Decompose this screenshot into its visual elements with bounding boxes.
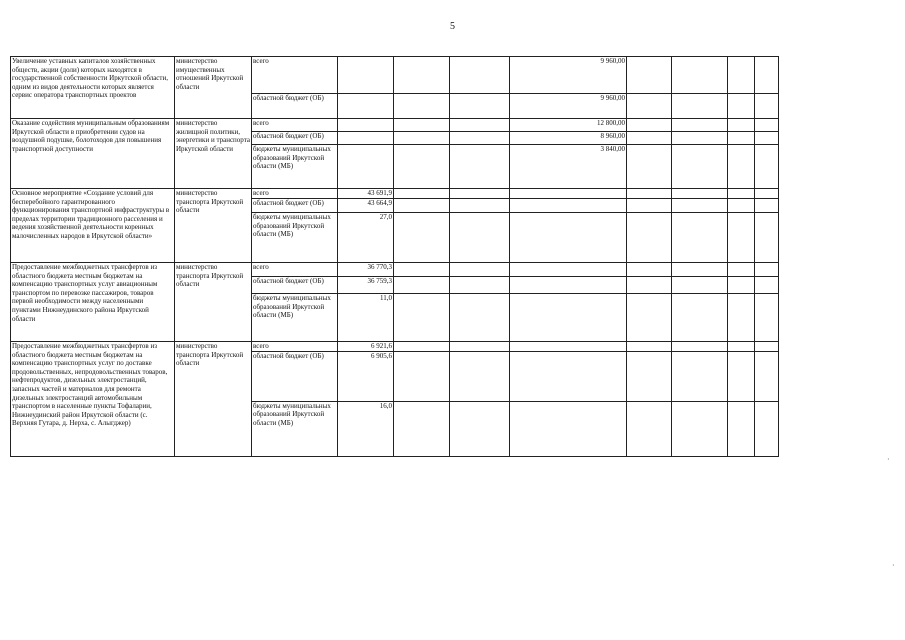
scan-speck: ·: [892, 561, 895, 570]
value-cell: [338, 145, 394, 189]
value-cell: 6 905,6: [338, 351, 394, 401]
empty-cell: [728, 401, 755, 456]
source-cell: бюджеты муниципальных образований Иркутской области (МБ): [252, 213, 338, 263]
value-cell: 36 770,3: [338, 263, 394, 277]
empty-cell: [672, 294, 728, 342]
value-cell: [510, 277, 627, 294]
scan-speck: ·: [887, 455, 890, 464]
empty-cell: [755, 119, 779, 132]
empty-cell: [627, 351, 672, 401]
value-cell: 16,0: [338, 401, 394, 456]
empty-cell: [728, 119, 755, 132]
value-cell: 43 664,9: [338, 199, 394, 213]
empty-cell: [755, 199, 779, 213]
value-cell: 6 921,6: [338, 342, 394, 352]
empty-cell: [627, 94, 672, 119]
empty-cell: [728, 342, 755, 352]
value-cell: [450, 57, 510, 94]
value-cell: [394, 277, 450, 294]
empty-cell: [755, 351, 779, 401]
value-cell: [450, 132, 510, 145]
empty-cell: [755, 342, 779, 352]
value-cell: [394, 94, 450, 119]
source-cell: всего: [252, 342, 338, 352]
empty-cell: [627, 145, 672, 189]
source-cell: всего: [252, 119, 338, 132]
empty-cell: [728, 132, 755, 145]
empty-cell: [627, 199, 672, 213]
source-cell: областной бюджет (ОБ): [252, 94, 338, 119]
value-cell: [338, 119, 394, 132]
empty-cell: [728, 213, 755, 263]
value-cell: [450, 263, 510, 277]
source-cell: областной бюджет (ОБ): [252, 199, 338, 213]
value-cell: 27,0: [338, 213, 394, 263]
empty-cell: [627, 189, 672, 199]
empty-cell: [627, 263, 672, 277]
value-cell: [394, 145, 450, 189]
empty-cell: [755, 277, 779, 294]
event-cell: Предоставление межбюджетных трансфертов из областного бюджета местным бюджетам на компенсацию транспортных услуг авиационным транспортом по перевозке пассажиров, товаров первой необходимости между населенными пунктами Нижнеудинского района Иркутской области: [11, 263, 175, 342]
empty-cell: [627, 132, 672, 145]
value-cell: [450, 199, 510, 213]
value-cell: [510, 263, 627, 277]
value-cell: 36 759,3: [338, 277, 394, 294]
value-cell: [394, 294, 450, 342]
empty-cell: [672, 199, 728, 213]
empty-cell: [627, 213, 672, 263]
empty-cell: [672, 189, 728, 199]
value-cell: [394, 199, 450, 213]
value-cell: [450, 277, 510, 294]
source-cell: бюджеты муниципальных образований Иркутской области (МБ): [252, 145, 338, 189]
source-cell: областной бюджет (ОБ): [252, 277, 338, 294]
source-cell: бюджеты муниципальных образований Иркутской области (МБ): [252, 294, 338, 342]
empty-cell: [672, 351, 728, 401]
value-cell: [394, 213, 450, 263]
empty-cell: [728, 263, 755, 277]
table-row: [11, 263, 779, 277]
empty-cell: [728, 277, 755, 294]
empty-cell: [728, 57, 755, 94]
value-cell: [394, 119, 450, 132]
empty-cell: [755, 263, 779, 277]
empty-cell: [755, 57, 779, 94]
value-cell: [394, 132, 450, 145]
value-cell: 43 691,9: [338, 189, 394, 199]
value-cell: 8 960,00: [510, 132, 627, 145]
value-cell: [450, 94, 510, 119]
source-cell: всего: [252, 57, 338, 94]
event-cell: Увеличение уставных капиталов хозяйственных обществ, акции (доли) которых находятся в государственной собственности Иркутской области, одним из видов деятельности которых является сервис оператора транспортных проектов: [11, 57, 175, 119]
value-cell: [450, 119, 510, 132]
empty-cell: [627, 342, 672, 352]
source-cell: всего: [252, 189, 338, 199]
value-cell: [510, 401, 627, 456]
value-cell: [510, 199, 627, 213]
empty-cell: [755, 401, 779, 456]
value-cell: [450, 294, 510, 342]
empty-cell: [755, 294, 779, 342]
empty-cell: [672, 57, 728, 94]
value-cell: [394, 401, 450, 456]
empty-cell: [627, 57, 672, 94]
value-cell: [338, 132, 394, 145]
value-cell: 11,0: [338, 294, 394, 342]
empty-cell: [728, 94, 755, 119]
executor-cell: министерство транспорта Иркутской области: [175, 189, 252, 263]
value-cell: [450, 213, 510, 263]
empty-cell: [755, 213, 779, 263]
empty-cell: [672, 94, 728, 119]
value-cell: [338, 94, 394, 119]
empty-cell: [672, 263, 728, 277]
empty-cell: [728, 189, 755, 199]
empty-cell: [755, 145, 779, 189]
value-cell: [510, 294, 627, 342]
value-cell: [394, 351, 450, 401]
empty-cell: [728, 199, 755, 213]
empty-cell: [672, 342, 728, 352]
empty-cell: [728, 294, 755, 342]
page-number: 5: [450, 21, 455, 32]
empty-cell: [672, 277, 728, 294]
value-cell: [510, 213, 627, 263]
value-cell: [450, 189, 510, 199]
event-cell: Предоставление межбюджетных трансфертов из областного бюджета местным бюджетам на компенсацию транспортных услуг по доставке продовольственных, непродовольственных товаров, нефтепродуктов, дизельных электростанций, запасных частей и материалов для ремонта дизельных электростанций автомобильным транспортом в населенные пункты Тофаларии, Нижнеудинский район Иркутской области (с. Верхняя Гутара, д. Нерха, с. Алыгджер): [11, 342, 175, 457]
executor-cell: министерство имущественных отношений Иркутской области: [175, 57, 252, 119]
source-cell: бюджеты муниципальных образований Иркутской области (МБ): [252, 401, 338, 456]
table-row: [11, 57, 779, 94]
value-cell: [338, 57, 394, 94]
value-cell: 12 800,00: [510, 119, 627, 132]
empty-cell: [627, 277, 672, 294]
value-cell: 3 840,00: [510, 145, 627, 189]
value-cell: 9 960,00: [510, 94, 627, 119]
empty-cell: [728, 145, 755, 189]
value-cell: [510, 342, 627, 352]
empty-cell: [755, 189, 779, 199]
value-cell: [510, 189, 627, 199]
empty-cell: [755, 94, 779, 119]
event-cell: Основное мероприятие «Создание условий для бесперебойного гарантированного функционирования транспортной инфраструктуры в пределах территории традиционного расселения и ведения хозяйственной деятельности коренных малочисленных народов в Иркутской области»: [11, 189, 175, 263]
empty-cell: [672, 213, 728, 263]
empty-cell: [755, 132, 779, 145]
value-cell: [510, 351, 627, 401]
budget-table: [10, 56, 779, 457]
empty-cell: [627, 119, 672, 132]
table-row: [11, 342, 779, 352]
empty-cell: [672, 145, 728, 189]
value-cell: [450, 351, 510, 401]
value-cell: 9 960,00: [510, 57, 627, 94]
empty-cell: [627, 401, 672, 456]
empty-cell: [672, 119, 728, 132]
value-cell: [394, 263, 450, 277]
value-cell: [450, 401, 510, 456]
source-cell: всего: [252, 263, 338, 277]
executor-cell: министерство транспорта Иркутской области: [175, 263, 252, 342]
value-cell: [394, 57, 450, 94]
table-row: [11, 189, 779, 199]
value-cell: [450, 342, 510, 352]
value-cell: [450, 145, 510, 189]
executor-cell: министерство транспорта Иркутской области: [175, 342, 252, 457]
value-cell: [394, 342, 450, 352]
executor-cell: министерство жилищной политики, энергетики и транспорта Иркутской области: [175, 119, 252, 189]
source-cell: областной бюджет (ОБ): [252, 132, 338, 145]
table-row: [11, 119, 779, 132]
event-cell: Оказание содействия муниципальным образованиям Иркутской области в приобретении судов на воздушной подушке, болотоходов для повышения транспортной доступности: [11, 119, 175, 189]
empty-cell: [672, 401, 728, 456]
empty-cell: [728, 351, 755, 401]
empty-cell: [672, 132, 728, 145]
source-cell: областной бюджет (ОБ): [252, 351, 338, 401]
empty-cell: [627, 294, 672, 342]
value-cell: [394, 189, 450, 199]
